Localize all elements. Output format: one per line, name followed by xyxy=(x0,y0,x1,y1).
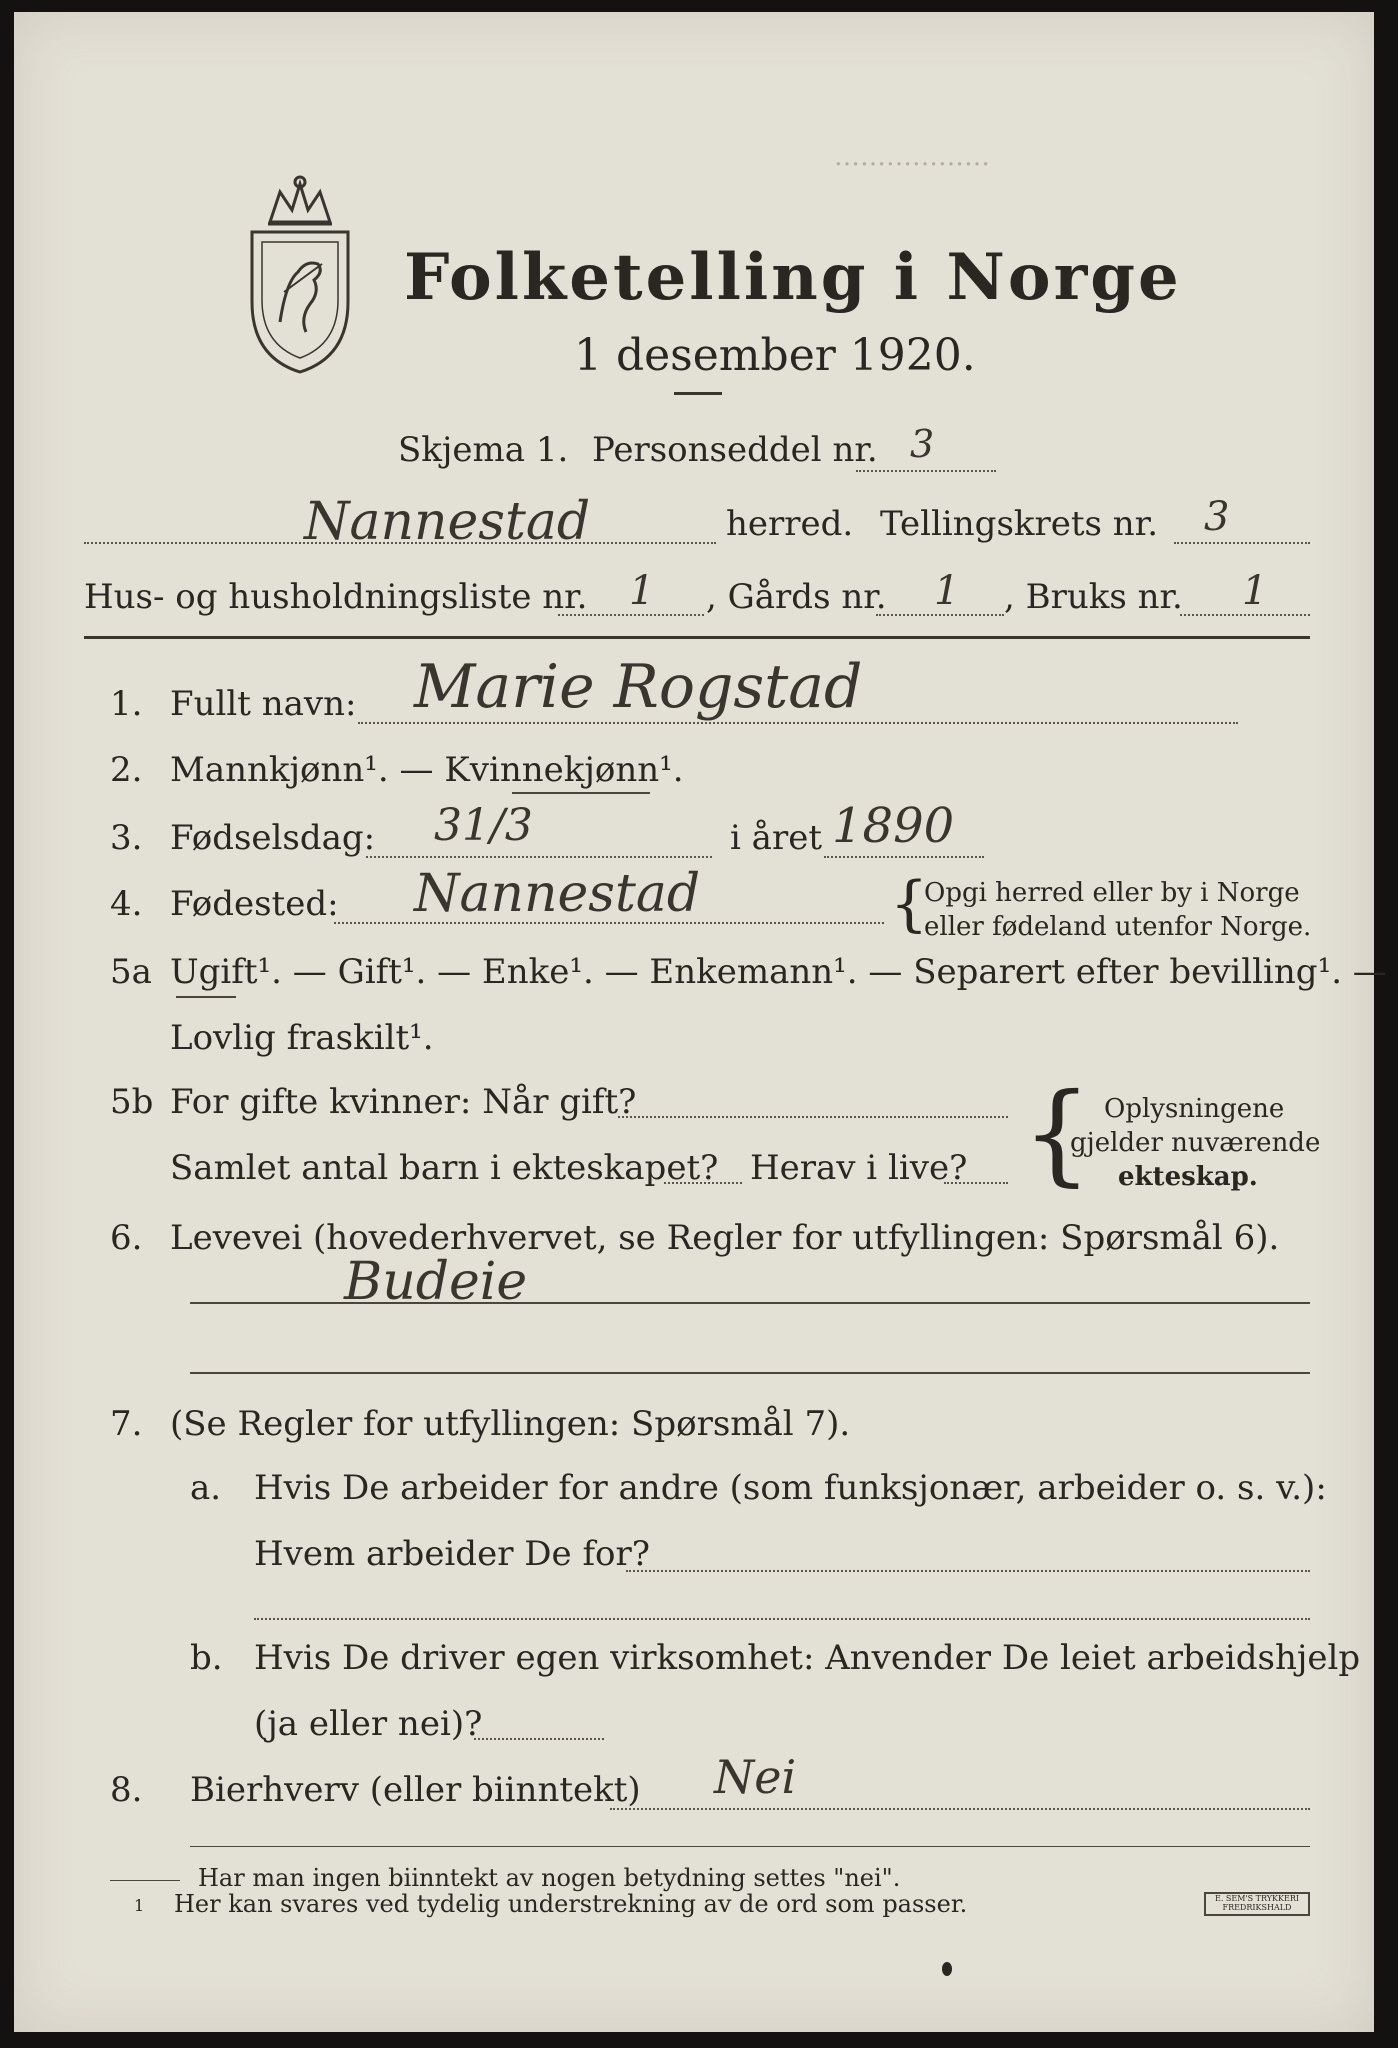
personseddel-value: 3 xyxy=(910,422,935,466)
gards-line xyxy=(876,614,1004,616)
personseddel-line xyxy=(856,470,996,472)
hus-label: Hus- og husholdningsliste nr. xyxy=(84,577,588,617)
form-title: Folketelling i Norge xyxy=(404,240,1182,315)
gards-label: , Gårds nr. xyxy=(706,577,887,617)
hus-line xyxy=(558,614,704,616)
q2-sex-options: Mannkjønn¹. — Kvinnekjønn¹. xyxy=(170,750,684,790)
q2-number: 2. xyxy=(110,750,143,790)
q6-label: Levevei (hovederhvervet, se Regler for utfyllingen: Spørsmål 6). xyxy=(170,1218,1280,1258)
skjema-label: Skjema 1. xyxy=(398,430,569,470)
q7a-number: a. xyxy=(190,1468,222,1508)
q8-value-side-income: Nei xyxy=(714,1750,797,1804)
q5a-underline-ugift xyxy=(176,996,236,998)
q5b-note-line2: gjelder nuværende xyxy=(1070,1128,1321,1158)
q7a-employer-line-2 xyxy=(254,1618,1310,1620)
q3-value-birthday: 31/3 xyxy=(434,800,533,851)
bruks-label: , Bruks nr. xyxy=(1004,577,1183,617)
q8-label: Bierhverv (eller biinntekt) xyxy=(190,1770,641,1810)
census-date: 1 desember 1920. xyxy=(574,330,976,381)
herred-value: Nannestad xyxy=(304,492,591,552)
hus-value: 1 xyxy=(629,568,655,614)
section-divider xyxy=(84,636,1310,639)
q7b-number: b. xyxy=(190,1638,223,1678)
ink-spot xyxy=(942,1962,952,1976)
q4-note-line1: Opgi herred eller by i Norge xyxy=(924,878,1300,908)
q2-underline-kvinnekjonn xyxy=(512,792,650,794)
q3-line xyxy=(366,856,712,858)
q4-note-line2: eller fødeland utenfor Norge. xyxy=(924,912,1312,942)
q1-number: 1. xyxy=(110,684,143,724)
q5b-brace: { xyxy=(1022,1069,1092,1197)
q5b-label-alive: Herav i live? xyxy=(750,1148,968,1188)
q4-value-birthplace: Nannestad xyxy=(414,864,701,924)
tellingskrets-label: Tellingskrets nr. xyxy=(880,504,1159,544)
q7a-label: Hvis De arbeider for andre (som funksjonær, arbeider o. s. v.): xyxy=(254,1468,1327,1508)
q8-line xyxy=(610,1808,1310,1810)
q3-year-label: i året xyxy=(730,818,822,858)
q1-value-full-name: Marie Rogstad xyxy=(414,652,863,722)
bleed-through-text: ……………… xyxy=(834,142,990,172)
q5b-note-line1: Oplysningene xyxy=(1104,1094,1285,1124)
q8-number: 8. xyxy=(110,1770,143,1810)
q7a-employer-line xyxy=(626,1570,1310,1572)
q4-label: Fødested: xyxy=(170,884,339,924)
footer-note: Har man ingen biinntekt av nogen betydning settes "nei". xyxy=(198,1864,901,1892)
printer-mark: E. SEM'S TRYKKERI FREDRIKSHALD xyxy=(1204,1892,1310,1916)
footnote-divider xyxy=(110,1880,180,1881)
q6-number: 6. xyxy=(110,1218,143,1258)
q5a-number: 5a xyxy=(110,952,152,992)
q7-label: (Se Regler for utfyllingen: Spørsmål 7). xyxy=(170,1404,851,1444)
q5a-marital-status-options-2: Lovlig fraskilt¹. xyxy=(170,1018,434,1058)
q3-number: 3. xyxy=(110,818,143,858)
personseddel-label: Personseddel nr. xyxy=(592,430,878,470)
q7b-label: Hvis De driver egen virksomhet: Anvender De leiet arbeidshjelp xyxy=(254,1638,1361,1678)
tellingskrets-value: 3 xyxy=(1204,494,1230,540)
bruks-line xyxy=(1180,614,1310,616)
footer-divider xyxy=(190,1846,1310,1847)
herred-label: herred. xyxy=(726,504,854,544)
q5b-number: 5b xyxy=(110,1082,154,1122)
q7b-sub-label: (ja eller nei)? xyxy=(254,1704,483,1744)
tellingskrets-line xyxy=(1174,542,1310,544)
q7a-sub-label: Hvem arbeider De for? xyxy=(254,1534,650,1574)
q5b-when-married-line xyxy=(618,1116,1008,1118)
gards-value: 1 xyxy=(934,568,960,614)
title-underline xyxy=(674,392,722,395)
q3-label: Fødselsdag: xyxy=(170,818,376,858)
q7-number: 7. xyxy=(110,1404,143,1444)
norwegian-coat-of-arms-icon xyxy=(240,172,360,377)
q5b-note-line3: ekteskap. xyxy=(1118,1162,1258,1192)
q3-year-line xyxy=(824,856,984,858)
q6-value-occupation: Budeie xyxy=(344,1252,528,1312)
q5a-marital-status-options: Ugift¹. — Gift¹. — Enke¹. — Enkemann¹. — Separert efter bevilling¹. — xyxy=(170,952,1387,992)
bruks-value: 1 xyxy=(1242,568,1268,614)
q5b-children-line xyxy=(664,1182,742,1184)
census-form-page xyxy=(14,12,1387,2032)
footnote-text: Her kan svares ved tydelig understrekning av de ord som passer. xyxy=(174,1890,968,1918)
q5b-label-children: Samlet antal barn i ekteskapet? xyxy=(170,1148,719,1188)
q7b-hired-help-line xyxy=(474,1738,604,1740)
q4-number: 4. xyxy=(110,884,143,924)
q5b-alive-line xyxy=(944,1182,1008,1184)
q5b-label-when-married: For gifte kvinner: Når gift? xyxy=(170,1082,637,1122)
q3-year-value: 1890 xyxy=(832,798,955,854)
footnote-number: 1 xyxy=(134,1896,145,1915)
q4-brace: { xyxy=(890,869,929,939)
q1-label: Fullt navn: xyxy=(170,684,357,724)
q1-line xyxy=(358,722,1238,724)
q6-answer-line-2 xyxy=(190,1372,1310,1374)
